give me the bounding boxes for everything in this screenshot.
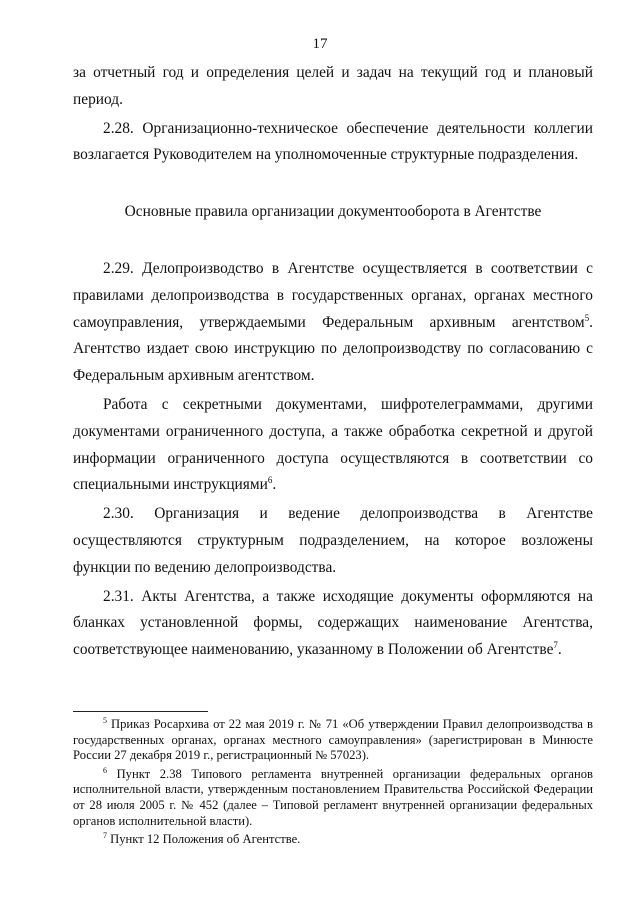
paragraph-2-29-text: 2.29. Делопроизводство в Агентстве осуществляется в соответствии с правилами делопроизводства в государственных органах, органах местного самоуправления, утверждаемыми Федеральным архивным агентством [73, 259, 593, 331]
paragraph-continuation: за отчетный год и определения целей и задач на текущий год и плановый период. [73, 64, 593, 108]
footnotes [73, 717, 593, 848]
footnote-ref-6: 6 [267, 475, 273, 486]
paragraph-2-31 [73, 584, 593, 664]
footnote-7-text: Пункт 12 Положения об Агентстве. [107, 832, 301, 847]
paragraph-2-31-tail: . [557, 641, 562, 659]
footnote-7 [73, 832, 593, 848]
footnote-5 [73, 717, 593, 764]
section-heading: Основные правила организации документооборота в Агентстве [124, 203, 542, 221]
footnote-mark-7: 7 [103, 831, 107, 841]
footnote-ref-5: 5 [584, 312, 590, 323]
footnote-mark-5: 5 [103, 716, 107, 725]
footnote-6-text: Пункт 2.38 Типового регламента внутренней организации федеральных органов исполнительной власти, утвержденным постановлением Правительства Российской Федерации от 28 июля 2005 г. № 452 (далее – Типовой регламент внутренней организации федеральных органов исполнительной власти). [73, 766, 593, 828]
page-number: 17 [312, 36, 328, 52]
footnote-separator [73, 711, 208, 712]
footnote-ref-7: 7 [553, 640, 558, 651]
paragraph-2-30: 2.30. Организация и ведение делопроизводства в Агентстве осуществляются структурным подразделением, на которое возложены функции по ведению делопроизводства. [73, 505, 593, 576]
paragraph-2-28: 2.28. Организационно-техническое обеспечение деятельности коллегии возлагается Руководителем на уполномоченные структурные подразделения. [73, 119, 593, 164]
footnote-5-text: Приказ Росархива от 22 мая 2019 г. № 71 «Об утверждении Правил делопроизводства в государственных органах, органах местного самоуправления» (зарегистрирован в Минюсте России 27 декабря 2019 г., регистрационный № 57023). [73, 717, 593, 763]
paragraph-2-29 [73, 256, 593, 390]
paragraph-secret-documents [73, 392, 593, 499]
body-text [73, 60, 593, 666]
paragraph-2-29-tail: . Агентство издает свою инструкцию по делопроизводству по согласованию с Федеральным архивным агентством. [73, 313, 593, 385]
footnote-mark-6: 6 [103, 765, 107, 775]
paragraph-secret-documents-text: Работа с секретными документами, шифротелеграммами, другими документами ограниченного доступа, а также обработка секретной и другой информации ограниченного доступа осуществляются в соответствии со специальными инструкциями [73, 395, 593, 494]
footnote-6 [73, 767, 593, 829]
paragraph-2-31-text: 2.31. Акты Агентства, а также исходящие документы оформляются на бланках установленной формы, содержащих наименование Агентства, соответствующее наименованию, указанному в Положении об Агентстве [73, 587, 593, 659]
paragraph-secret-documents-tail: . [272, 476, 277, 494]
